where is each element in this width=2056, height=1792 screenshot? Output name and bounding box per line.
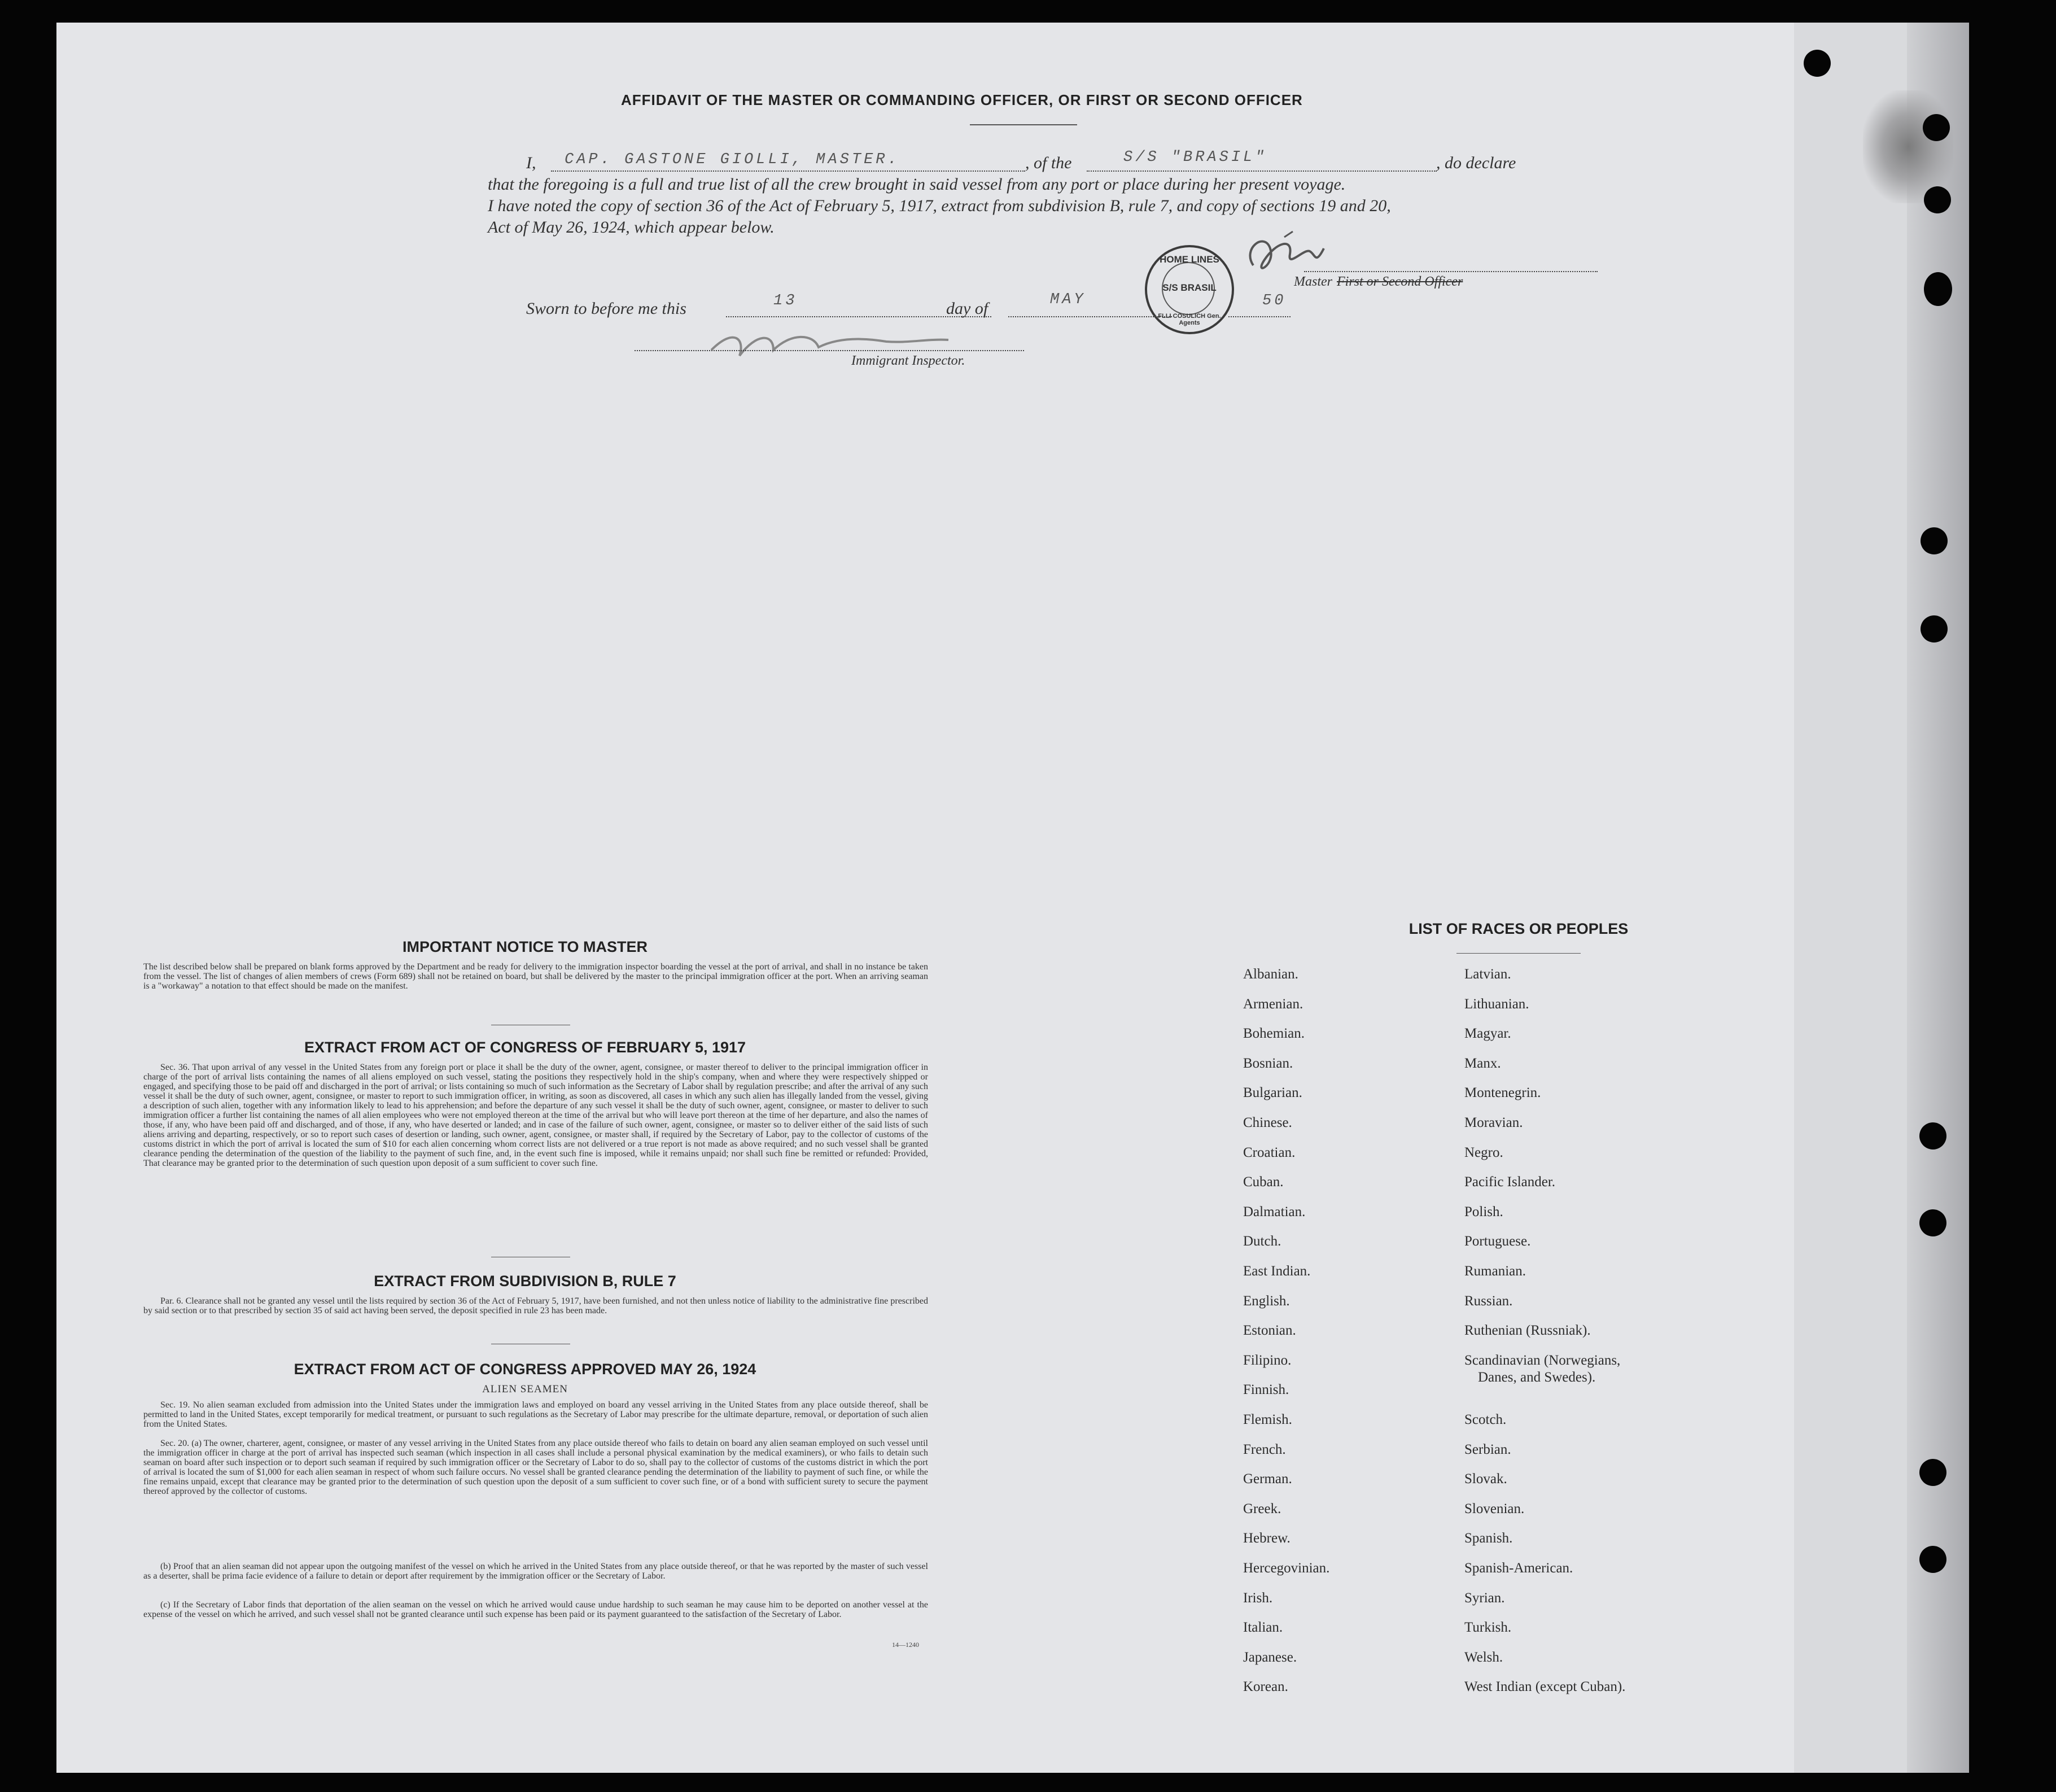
race-item: Hercegovinian.: [1243, 1561, 1330, 1576]
race-item: German.: [1243, 1471, 1292, 1487]
race-item: English.: [1243, 1293, 1290, 1309]
race-item: French.: [1243, 1441, 1286, 1457]
race-item: Armenian.: [1243, 996, 1303, 1012]
race-item: Russian.: [1464, 1293, 1513, 1309]
stamp-center-text: S/S BRASIL: [1162, 282, 1217, 293]
race-item: Lithuanian.: [1464, 996, 1529, 1012]
race-item: Finnish.: [1243, 1382, 1289, 1398]
document-page: [56, 23, 1969, 1773]
punch-hole: [1919, 1209, 1946, 1236]
race-item: Scandinavian (Norwegians,: [1464, 1352, 1621, 1368]
race-item: Bosnian.: [1243, 1055, 1293, 1071]
form-number: 14—1240: [892, 1641, 919, 1649]
master-name-handwritten: CAP. GASTONE GIOLLI, MASTER.: [565, 151, 900, 168]
affidavit-title: AFFIDAVIT OF THE MASTER OR COMMANDING OFFICER, OR FIRST OR SECOND OFFICER: [621, 91, 1303, 108]
inspector-label: Immigrant Inspector.: [851, 353, 965, 368]
day-of-label: day of: [946, 299, 988, 318]
race-item: Manx.: [1464, 1055, 1501, 1071]
notice-body: The list described below shall be prepared on blank forms approved by the Department and be ready for delivery to the immigration inspector boarding the vessel at the port of arrival, and shall in no instance be taken from the vessel. The list of changes of alien members of crews (Form 689) shall not be retained on board, but shall be delivered by the master to the principal immigration officer at the port. When an arriving seaman is a "workaway" a notation to that effect should be made on the manifest.: [143, 962, 928, 991]
race-item: Dutch.: [1243, 1234, 1281, 1249]
rule7-title: EXTRACT FROM SUBDIVISION B, RULE 7: [374, 1273, 676, 1290]
signature-line: [1304, 271, 1598, 272]
race-item: Japanese.: [1243, 1649, 1297, 1665]
extract-1924-sec19: Sec. 19. No alien seaman excluded from admission into the United States under the immigration laws and employed on board any vessel arriving in the United States from any place outside thereof, shall be permitted to land in the United States, except temporarily for medical treatment, or pursuant to such regulations as the Secretary of Labor may prescribe for the ultimate departure, removal, or deportation of such alien from the United States.: [143, 1400, 928, 1429]
vessel-name-handwritten: S/S "BRASIL": [1123, 149, 1267, 166]
affidavit-line-4: Act of May 26, 1924, which appear below.: [488, 218, 775, 237]
affidavit-line-2: that the foregoing is a full and true list of all the crew brought in said vessel from any port or place during her present voyage.: [488, 175, 1346, 194]
race-item: Irish.: [1243, 1590, 1273, 1606]
race-item: Portuguese.: [1464, 1234, 1531, 1249]
extract-1917-title: EXTRACT FROM ACT OF CONGRESS OF FEBRUARY 5, 1917: [304, 1039, 746, 1056]
races-title: LIST OF RACES OR PEOPLES: [1408, 920, 1629, 937]
race-item: Dalmatian.: [1243, 1204, 1306, 1220]
race-item: Latvian.: [1464, 967, 1511, 982]
race-item: Bulgarian.: [1243, 1085, 1302, 1101]
extract-1924-subtitle: ALIEN SEAMEN: [482, 1383, 568, 1395]
sworn-month: MAY: [1050, 291, 1086, 308]
punch-hole: [1923, 114, 1950, 141]
sworn-year-line: [1228, 316, 1291, 317]
race-item: Chinese.: [1243, 1115, 1292, 1130]
inspector-line: [635, 350, 1024, 351]
race-item: Montenegrin.: [1464, 1085, 1541, 1101]
races-rule: [1456, 953, 1581, 954]
signature-caption-struck: First or Second Officer: [1337, 274, 1463, 289]
race-item: West Indian (except Cuban).: [1464, 1679, 1626, 1695]
sworn-month-line: [1008, 316, 1172, 317]
vessel-name-line: [1087, 171, 1437, 172]
race-item: Serbian.: [1464, 1441, 1511, 1457]
race-item: Estonian.: [1243, 1323, 1296, 1339]
race-item: Negro.: [1464, 1144, 1503, 1160]
race-item: Hebrew.: [1243, 1531, 1291, 1546]
race-item: Polish.: [1464, 1204, 1503, 1220]
race-item: Cuban.: [1243, 1174, 1284, 1190]
race-item: Italian.: [1243, 1620, 1283, 1636]
stamp-bottom-text: FLLI COSULICH Gen. Agents: [1158, 313, 1221, 326]
notice-title: IMPORTANT NOTICE TO MASTER: [403, 938, 648, 955]
race-item: Flemish.: [1243, 1412, 1292, 1427]
affidavit-i-label: I,: [526, 154, 536, 172]
home-lines-stamp: [1145, 245, 1234, 334]
sworn-year-suffix: 50: [1262, 292, 1287, 309]
punch-hole: [1919, 1122, 1946, 1149]
race-item: Bohemian.: [1243, 1026, 1305, 1042]
races-right-column: [1464, 967, 1747, 1729]
race-item: Slovak.: [1464, 1471, 1507, 1487]
sworn-day: 13: [773, 292, 798, 309]
extract-1924-sec20b: (b) Proof that an alien seaman did not appear upon the outgoing manifest of the vessel on which he arrived in the United States from any place outside thereof, or that he was reported by the master of such vessel as a deserter, shall be prima facie evidence of a failure to detain or deport after requirement by the immigration officer or the Secretary of Labor.: [143, 1562, 928, 1581]
race-item: Welsh.: [1464, 1649, 1503, 1665]
punch-hole: [1924, 272, 1952, 306]
punch-hole: [1921, 615, 1948, 643]
extract-1917-body: Sec. 36. That upon arrival of any vessel in the United States from any foreign port or place it shall be the duty of the owner, agent, consignee, or master thereof to deliver to the principal immigration officer in charge of the port of arrival lists containing the names of all aliens employed on such vessel, stating the positions they respectively hold in the ship's company, when and where they were respectively shipped or engaged, and specifying those to be paid off and discharged in the port of arrival; or lists containing so much of such information as the Secretary of Labor shall by regulation prescribe; and after the arrival of any such vessel it shall be the duty of such owner, agent, consignee, or master to report to such immigration officer, in writing, as soon as discovered, all cases in which any such alien has illegally landed from the vessel, giving a description of such alien, together with any information likely to lead to his apprehension; and before the departure of any such vessel it shall be the duty of such owner, agent, consignee, or master to deliver to such immigration officer a further list containing the names of all alien employees who were not employed thereon at the time of the arrival but who will leave port thereon at the time of her departure, and also the names of those, if any, who have been paid off and discharged, and of those, if any, who have deserted or landed; and in case of the failure of such owner, agent, consignee, or master so to deliver either of the said lists of such aliens arriving and departing, respectively, or so to report such cases of desertion or landing, such owner, agent, consignee, or master shall, if required by the Secretary of Labor, pay to the collector of customs of the customs district in which the port of arrival is located the sum of $10 for each alien concerning whom correct lists are not delivered or a true report is not made as above required; and no such vessel shall be granted clearance pending the determination of the question of the liability to the payment of such fine, and, in the event such fine is imposed, while it remains unpaid; nor shall such fine be remitted or refunded: Provided, That clearance may be granted prior to the determination of such question upon deposit of a sum sufficient to cover such fine.: [143, 1063, 928, 1168]
race-item: Filipino.: [1243, 1352, 1292, 1368]
extract-1924-title: EXTRACT FROM ACT OF CONGRESS APPROVED MAY 26, 1924: [294, 1361, 756, 1378]
of-the-label: , of the: [1025, 154, 1072, 172]
race-item: Magyar.: [1464, 1026, 1511, 1042]
affidavit-line-3: I have noted the copy of section 36 of the Act of February 5, 1917, extract from subdivision B, rule 7, and copy of sections 19 and 20,: [488, 196, 1391, 215]
race-item: Spanish-American.: [1464, 1561, 1573, 1576]
race-item: Slovenian.: [1464, 1501, 1525, 1516]
race-item: Turkish.: [1464, 1620, 1512, 1636]
extract-1924-sec20a: Sec. 20. (a) The owner, charterer, agent, consignee, or master of any vessel arriving in the United States from any place outside thereof who fails to detain on board any alien seaman employed on such vessel until the immigration officer in charge at the port of arrival has inspected such seaman (which inspection in all cases shall include a personal physical examination by the medical examiners), or who fails to detain such seaman on board after such inspection or to deport such seaman if required by such immigration officer or the Secretary of Labor to do so, shall pay to the collector of customs of the customs district in which the port of arrival is located the sum of $1,000 for each alien seaman in respect of whom such failure occurs. No vessel shall be granted clearance pending the determination of the liability to payment of such fine, or while the fine remains unpaid, except that clearance may be granted prior to the determination of such question upon the deposit of a sum sufficient to cover such fine, or of a bond with sufficient surety to secure the payment thereof approved by the collector of customs.: [143, 1439, 928, 1496]
race-item: Korean.: [1243, 1679, 1288, 1695]
race-item: Greek.: [1243, 1501, 1281, 1516]
race-item: Pacific Islander.: [1464, 1174, 1556, 1190]
rule7-body: Par. 6. Clearance shall not be granted any vessel until the lists required by section 36 of the Act of February 5, 1917, have been furnished, and not then unless notice of liability to the administrative fine prescribed by said section or to that prescribed by section 35 of said act having been served, the deposit specified in rule 23 has been made.: [143, 1296, 928, 1315]
punch-hole: [1921, 527, 1948, 554]
race-item: Spanish.: [1464, 1531, 1513, 1546]
master-name-line: [551, 171, 1025, 172]
signature-caption-master: Master: [1294, 274, 1332, 289]
stamp-top-text: HOME LINES: [1160, 254, 1219, 265]
punch-hole: [1919, 1546, 1946, 1573]
punch-hole: [1804, 50, 1831, 77]
race-item: Rumanian.: [1464, 1264, 1526, 1279]
races-left-column: [1243, 967, 1469, 1729]
race-item: Syrian.: [1464, 1590, 1505, 1606]
title-rule: [970, 124, 1077, 125]
race-item: Ruthenian (Russniak).: [1464, 1323, 1591, 1339]
race-item: Croatian.: [1243, 1144, 1296, 1160]
punch-hole: [1919, 1459, 1946, 1486]
sworn-label: Sworn to before me this: [526, 299, 686, 318]
race-item: Scotch.: [1464, 1412, 1507, 1427]
race-item: Albanian.: [1243, 967, 1298, 982]
extract-1924-sec20c: (c) If the Secretary of Labor finds that deportation of the alien seaman on the vessel on which he arrived would cause undue hardship to such seaman he may cause him to be deported on another vessel at the expense of the vessel on which he arrived, and such vessel shall not be granted clearance until such expense has been paid or its payment guaranteed to the satisfaction of the Secretary of Labor.: [143, 1600, 928, 1619]
do-declare-label: , do declare: [1436, 154, 1516, 172]
race-item: Danes, and Swedes).: [1478, 1369, 1596, 1385]
race-item: East Indian.: [1243, 1264, 1311, 1279]
punch-hole: [1924, 186, 1951, 213]
race-item: Moravian.: [1464, 1115, 1523, 1130]
